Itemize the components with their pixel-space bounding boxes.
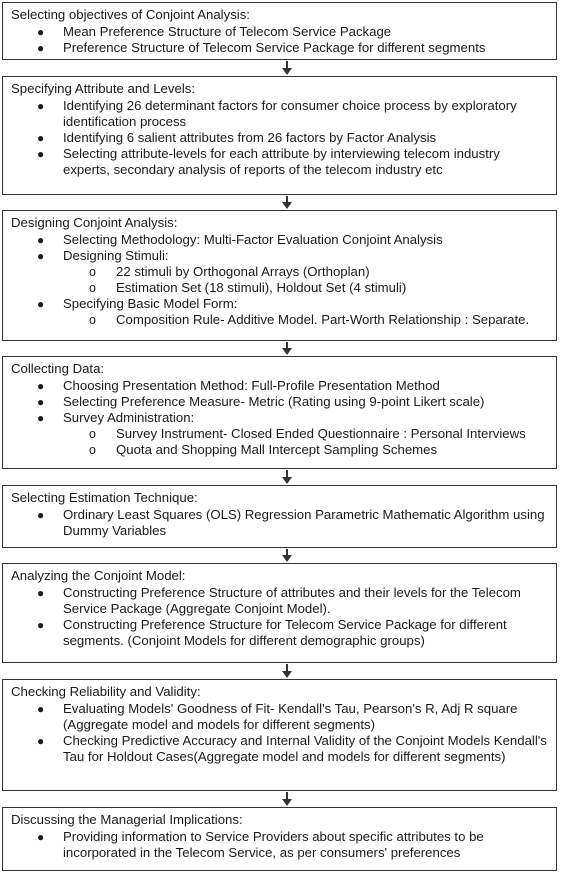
step-title: Discussing the Managerial Implications:: [11, 812, 243, 827]
bullet-text: Selecting Methodology: Multi-Factor Evaluation Conjoint Analysis: [63, 232, 443, 247]
sub-item: [11, 264, 548, 280]
bullet-icon: ●: [37, 395, 45, 409]
step-title: Collecting Data:: [11, 361, 105, 376]
step-box: [2, 356, 557, 469]
bullet-item: [11, 146, 548, 178]
step-title: Analyzing the Conjoint Model:: [11, 568, 186, 583]
bullet-icon: ●: [37, 233, 45, 247]
bullet-item: [11, 296, 548, 312]
down-arrow-icon: [282, 196, 292, 210]
bullet-text: Identifying 26 determinant factors for consumer choice process by exploratory identification process: [63, 98, 517, 129]
step-box: [2, 679, 557, 791]
sub-item-text: 22 stimuli by Orthogonal Arrays (Orthoplan): [116, 264, 370, 279]
bullet-text: Ordinary Least Squares (OLS) Regression Parametric Mathematic Algorithm using Dummy Variables: [63, 507, 545, 538]
bullet-icon: ●: [37, 734, 45, 748]
sub-item-text: Quota and Shopping Mall Intercept Sampling Schemes: [116, 442, 438, 457]
bullet-icon: ●: [37, 147, 45, 161]
bullet-text: Checking Predictive Accuracy and Internal Validity of the Conjoint Models Kendall's Tau for Holdout Cases(Aggregate model and models for different segments): [63, 733, 547, 764]
bullet-icon: ●: [37, 249, 45, 263]
bullet-text: Mean Preference Structure of Telecom Service Package: [63, 24, 392, 39]
bullet-item: [11, 617, 548, 649]
bullet-item: [11, 394, 548, 410]
bullet-item: [11, 410, 548, 426]
step-title: Selecting objectives of Conjoint Analysis:: [11, 7, 250, 22]
bullet-item: [11, 24, 548, 40]
down-arrow-icon: [282, 549, 292, 563]
step-box: [2, 563, 557, 663]
step-box: [2, 210, 557, 341]
sub-item: [11, 426, 548, 442]
bullet-text: Choosing Presentation Method: Full-Profile Presentation Method: [63, 378, 440, 393]
sub-item: [11, 280, 548, 296]
step-box: [2, 807, 557, 871]
step-title: Designing Conjoint Analysis:: [11, 215, 178, 230]
step-box: [2, 76, 557, 195]
bullet-item: [11, 585, 548, 617]
bullet-text: Selecting attribute-levels for each attribute by interviewing telecom industry experts, secondary analysis of reports of the telecom industry etc: [63, 146, 500, 177]
step-title: Selecting Estimation Technique:: [11, 490, 198, 505]
sub-item: [11, 312, 548, 328]
step-box: [2, 2, 557, 60]
down-arrow-icon: [282, 61, 292, 76]
bullet-icon: ●: [37, 411, 45, 425]
bullet-item: [11, 130, 548, 146]
bullet-item: [11, 232, 548, 248]
sub-item-text: Survey Instrument- Closed Ended Questionnaire : Personal Interviews: [116, 426, 526, 441]
step-box: [2, 485, 557, 548]
down-arrow-icon: [282, 342, 292, 356]
bullet-text: Designing Stimuli:: [63, 248, 169, 263]
down-arrow-icon: [282, 664, 292, 679]
bullet-icon: ●: [37, 702, 45, 716]
bullet-icon: ●: [37, 586, 45, 600]
bullet-text: Constructing Preference Structure for Telecom Service Package for different segments. (Conjoint Models for different demographic groups): [63, 617, 507, 648]
sub-bullet-icon: o: [89, 443, 96, 457]
bullet-icon: ●: [37, 41, 45, 55]
bullet-icon: ●: [37, 618, 45, 632]
bullet-icon: ●: [37, 297, 45, 311]
bullet-item: [11, 40, 548, 56]
bullet-text: Constructing Preference Structure of attributes and their levels for the Telecom Service Package (Aggregate Conjoint Model).: [63, 585, 521, 616]
bullet-text: Selecting Preference Measure- Metric (Rating using 9-point Likert scale): [63, 394, 485, 409]
bullet-icon: ●: [37, 99, 45, 113]
sub-item-text: Composition Rule- Additive Model. Part-Worth Relationship : Separate.: [116, 312, 530, 327]
bullet-item: [11, 507, 548, 539]
bullet-text: Preference Structure of Telecom Service Package for different segments: [63, 40, 486, 55]
sub-bullet-icon: o: [89, 281, 96, 295]
step-title: Specifying Attribute and Levels:: [11, 81, 196, 96]
bullet-item: [11, 378, 548, 394]
step-title: Checking Reliability and Validity:: [11, 684, 201, 699]
sub-bullet-icon: o: [89, 313, 96, 327]
down-arrow-icon: [282, 792, 292, 807]
bullet-text: Specifying Basic Model Form:: [63, 296, 238, 311]
bullet-text: Evaluating Models' Goodness of Fit- Kendall's Tau, Pearson's R, Adj R square (Aggregate model and models for different segments): [63, 701, 518, 732]
bullet-icon: ●: [37, 508, 45, 522]
sub-bullet-icon: o: [89, 427, 96, 441]
bullet-item: [11, 733, 548, 765]
bullet-icon: ●: [37, 379, 45, 393]
sub-bullet-icon: o: [89, 265, 96, 279]
bullet-text: Identifying 6 salient attributes from 26 factors by Factor Analysis: [63, 130, 437, 145]
sub-item: [11, 442, 548, 458]
bullet-item: [11, 248, 548, 264]
bullet-item: [11, 829, 548, 861]
bullet-icon: ●: [37, 25, 45, 39]
down-arrow-icon: [282, 470, 292, 485]
bullet-item: [11, 701, 548, 733]
bullet-text: Providing information to Service Providers about specific attributes to be incorporated in the Telecom Service, as per consumers' preferences: [63, 829, 484, 860]
bullet-icon: ●: [37, 830, 45, 844]
bullet-text: Survey Administration:: [63, 410, 195, 425]
sub-item-text: Estimation Set (18 stimuli), Holdout Set (4 stimuli): [116, 280, 407, 295]
bullet-icon: ●: [37, 131, 45, 145]
bullet-item: [11, 98, 548, 130]
